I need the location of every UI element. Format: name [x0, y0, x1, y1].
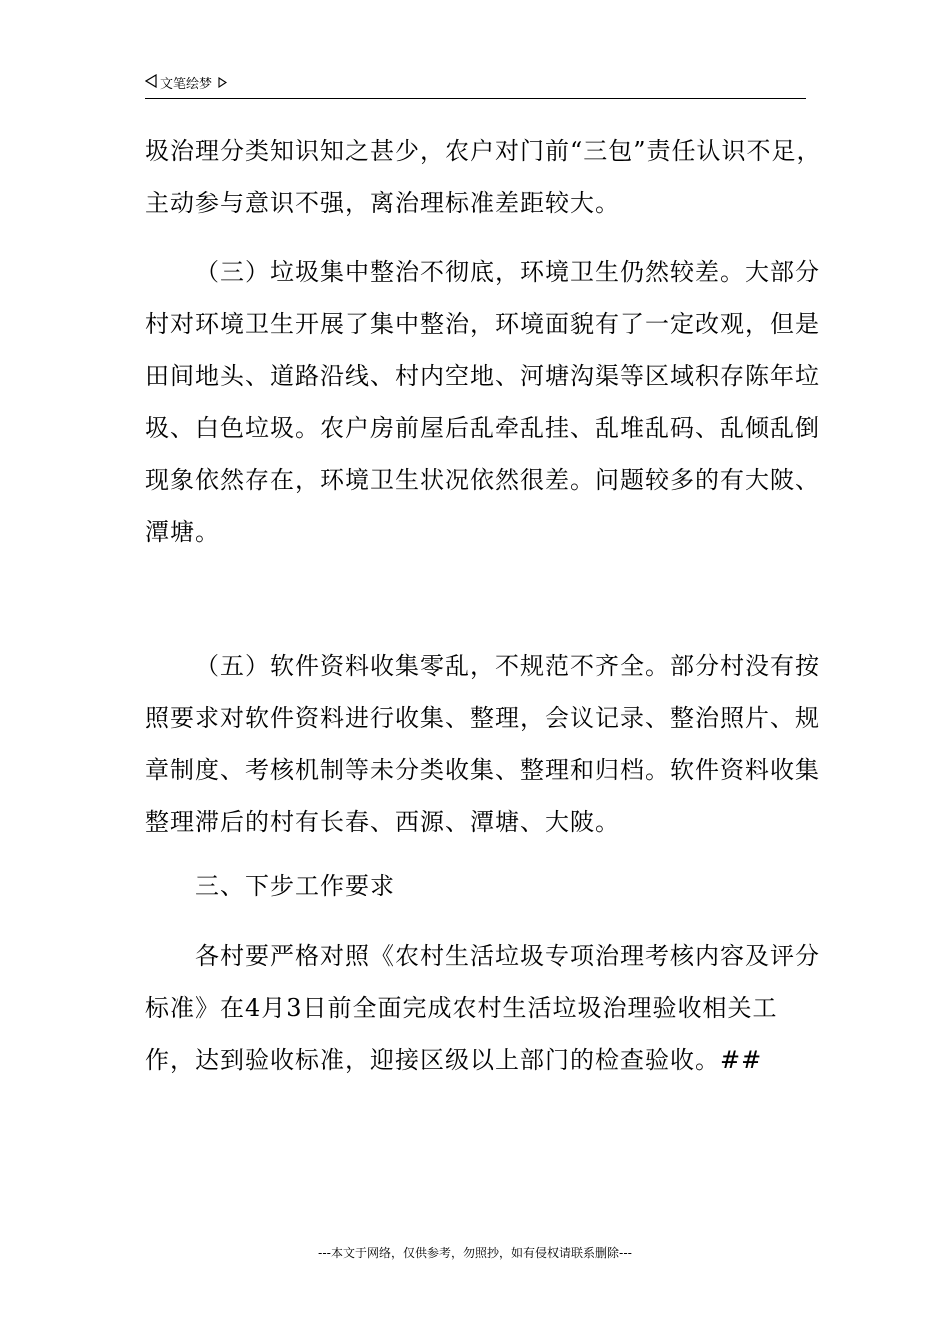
paragraph-section-three: （三）垃圾集中整治不彻底，环境卫生仍然较差。大部分村对环境卫生开展了集中整治，环境面貌有了一定改观，但是田间地头、道路沿线、村内空地、河塘沟渠等区域积存陈年垃圾、白色垃圾。农户房前屋后乱牵乱挂、乱堆乱码、乱倾乱倒现象依然存在，环境卫生状况依然很差。问题较多的有大陂、潭塘。	[145, 258, 820, 546]
paragraph-section-five: （五）软件资料收集零乱，不规范不齐全。部分村没有按照要求对软件资料进行收集、整理，会议记录、整治照片、规章制度、考核机制等未分类收集、整理和归档。软件资料收集整理滞后的村有长春、西源、潭塘、大陂。	[145, 652, 820, 836]
paragraph-requirements: 各村要严格对照《农村生活垃圾专项治理考核内容及评分标准》在4月3日前全面完成农村生活垃圾治理验收相关工作，达到验收标准，迎接区级以上部门的检查验收。##	[145, 942, 820, 1074]
header-title: 文笔绘梦	[160, 77, 213, 92]
triangle-left-icon	[145, 72, 157, 98]
paragraph-continuation: 圾治理分类知识知之甚少，农户对门前“三包”责任认识不足，主动参与意识不强，离治理标准差距较大。	[145, 137, 822, 217]
triangle-right-icon	[218, 72, 227, 98]
footer-disclaimer: ---本文于网络，仅供参考，勿照抄，如有侵权请联系删除---	[318, 1246, 632, 1260]
page-header	[145, 72, 806, 99]
section-heading-next-steps: 三、下步工作要求	[195, 872, 395, 900]
